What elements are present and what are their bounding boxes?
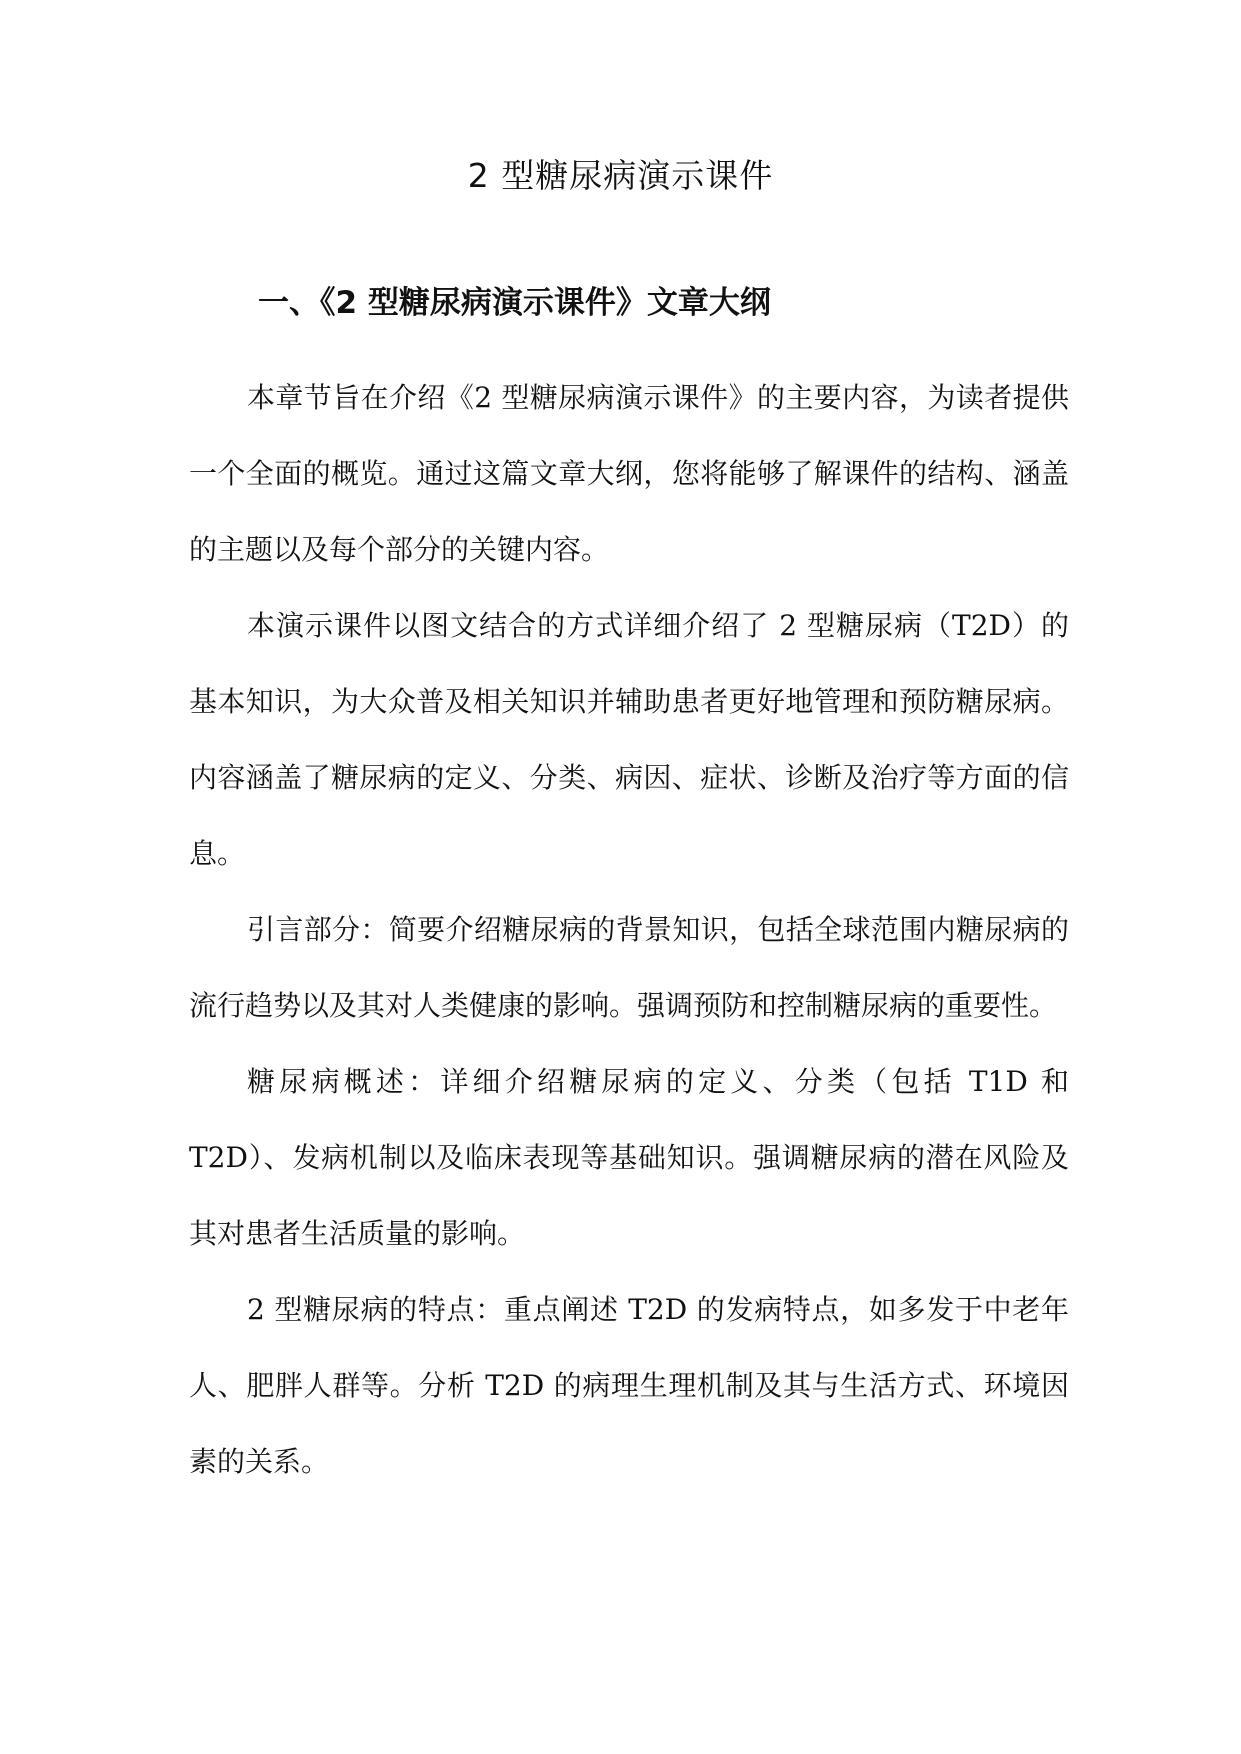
paragraph-intro: 本章节旨在介绍《2 型糖尿病演示课件》的主要内容，为读者提供一个全面的概览。通过这篇文章大纲，您将能够了解课件的结构、涵盖的主题以及每个部分的关键内容。	[189, 381, 1069, 566]
paragraph-t2d-features: 2 型糖尿病的特点：重点阐述 T2D 的发病特点，如多发于中老年人、肥胖人群等。分析 T2D 的病理生理机制及其与生活方式、环境因素的关系。	[189, 1293, 1069, 1478]
paragraph-introduction-section: 引言部分：简要介绍糖尿病的背景知识，包括全球范围内糖尿病的流行趋势以及其对人类健康的影响。强调预防和控制糖尿病的重要性。	[189, 913, 1069, 1022]
paragraph-diabetes-overview: 糖尿病概述：详细介绍糖尿病的定义、分类（包括 T1D 和 T2D）、发病机制以及临床表现等基础知识。强调糖尿病的潜在风险及其对患者生活质量的影响。	[189, 1065, 1069, 1250]
section-heading: 一、《2 型糖尿病演示课件》文章大纲	[258, 285, 771, 321]
document-title: 2 型糖尿病演示课件	[467, 156, 774, 195]
document-body	[189, 360, 1069, 1500]
paragraph-overview: 本演示课件以图文结合的方式详细介绍了 2 型糖尿病（T2D）的基本知识，为大众普及相关知识并辅助患者更好地管理和预防糖尿病。内容涵盖了糖尿病的定义、分类、病因、症状、诊断及治疗等方面的信息。	[189, 609, 1069, 870]
